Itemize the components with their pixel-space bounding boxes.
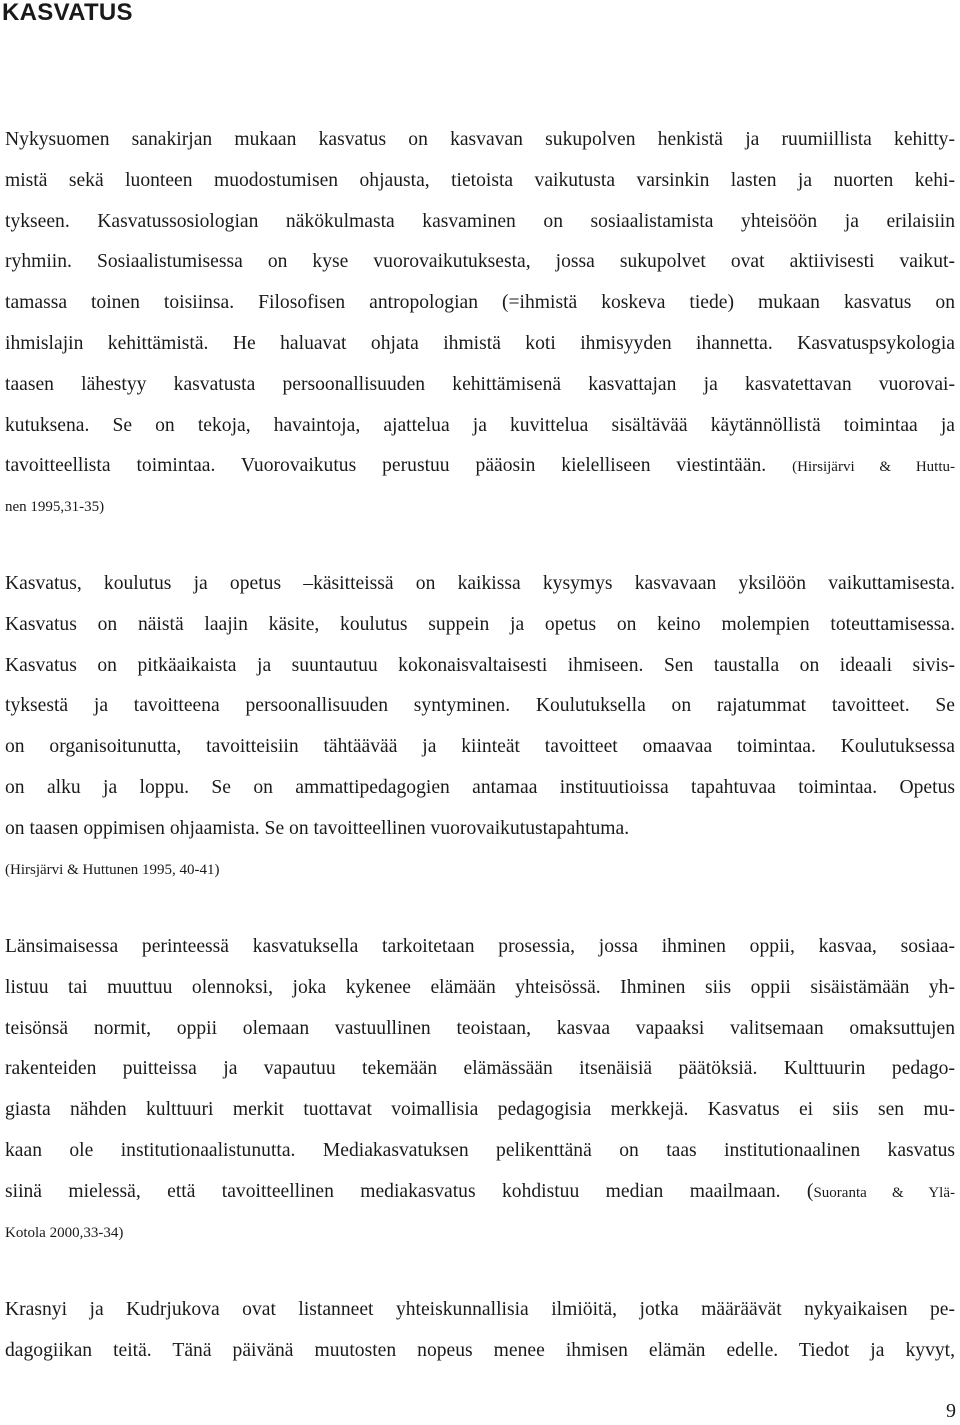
paragraph-3-line-1: Länsimaisessa perinteessä kasvatuksella tarkoitetaan prosessia, jossa ihminen oppii, kasvaa, sosiaa- xyxy=(5,936,955,957)
paragraph-1-line-8: kutuksena. Se on tekoja, havaintoja, ajattelua ja kuvittelua sisältävää käytännöllistä toimintaa ja xyxy=(5,414,955,436)
paragraph-3-line-2: listuu tai muuttuu olennoksi, joka kykenee elämään yhteisössä. Ihminen siis oppii sisäistämään yh- xyxy=(5,976,955,998)
citation-hirsijarvi-huttunen-end: nen 1995,31-35) xyxy=(5,499,105,516)
document-title: KASVATUS xyxy=(2,0,133,26)
paragraph-4-line-1: Krasnyi ja Kudrjukova ovat listanneet yhteiskunnallisia ilmiöitä, jotka määräävät nykyaikaisen pe- xyxy=(5,1299,955,1320)
paragraph-1-line-4: ryhmiin. Sosiaalistumisessa on kyse vuorovaikutuksesta, jossa sukupolvet ovat aktiivisesti vaikut- xyxy=(5,251,955,273)
paragraph-2-line-6: on alku ja loppu. Se on ammattipedagogien antamaa instituutioissa tapahtuvaa toimintaa. Opetus xyxy=(5,776,955,798)
citation-suoranta-yla-kotola-end: Kotola 2000,33-34) xyxy=(5,1224,124,1241)
paragraph-3-line-4: rakenteiden puitteissa ja vapautuu tekemään elämässään itsenäisiä päätöksiä. Kulttuurin pedago- xyxy=(5,1058,955,1080)
paragraph-1-line-9-text: tavoitteellista toimintaa. Vuorovaikutus perustuu pääosin kielelliseen viestintään. xyxy=(5,455,767,477)
paragraph-4 xyxy=(5,1290,955,1372)
paragraph-2-line-5: on organisoitunutta, tavoitteisiin tähtäävää ja kiinteät tavoitteet omaavaa toimintaa. Koulutuksessa xyxy=(5,736,955,758)
citation-hirsjarvi-huttunen: (Hirsjärvi & Huttunen 1995, 40-41) xyxy=(5,861,220,878)
paragraph-1-line-3: tykseen. Kasvatussosiologian näkökulmasta kasvaminen on sosiaalistamista yhteisöön ja erilaisiin xyxy=(5,210,955,232)
paragraph-3 xyxy=(5,927,955,1253)
paragraph-3-line-7-text: siinä mielessä, että tavoitteellinen mediakasvatus kohdistuu median maailmaan. ( xyxy=(5,1180,814,1202)
page-number: 9 xyxy=(946,1400,956,1422)
paragraph-2-line-3: Kasvatus on pitkäaikaista ja suuntautuu kokonaisvaltaisesti ihmiseen. Sen taustalla on ideaali sivis- xyxy=(5,654,955,676)
paragraph-4-line-2: dagogiikan teitä. Tänä päivänä muutosten nopeus menee ihmisen elämän edelle. Tiedot ja kyvyt, xyxy=(5,1339,955,1361)
paragraph-1-line-2: mistä sekä luonteen muodostumisen ohjausta, tietoista vaikutusta varsinkin lasten ja nuorten kehi- xyxy=(5,169,955,191)
paragraph-3-line-6: kaan ole institutionaalistunutta. Mediakasvatuksen pelikenttänä on taas institutionaalinen kasvatus xyxy=(5,1139,955,1161)
paragraph-3-line-3: teisönsä normit, oppii olemaan vastuullinen teoistaan, kasvaa vapaaksi valitsemaan omaksuttujen xyxy=(5,1017,955,1039)
paragraph-1-line-1: Nykysuomen sanakirjan mukaan kasvatus on kasvavan sukupolven henkistä ja ruumiillista kehitty- xyxy=(5,129,955,150)
paragraph-2-line-4: tyksestä ja tavoitteena persoonallisuuden syntyminen. Koulutuksella on rajatummat tavoitteet. Se xyxy=(5,695,955,717)
citation-suoranta-yla-kotola-start: Suoranta & Ylä- xyxy=(813,1184,955,1201)
paragraph-2-line-7: on taasen oppimisen ohjaamista. Se on tavoitteellinen vuorovaikutustapahtuma. xyxy=(5,817,630,839)
paragraph-2-line-2: Kasvatus on näistä laajin käsite, koulutus suppein ja opetus on keino molempien toteuttamisessa. xyxy=(5,613,955,635)
paragraph-1-line-7: taasen lähestyy kasvatusta persoonallisuuden kehittämisenä kasvattajan ja kasvatettavan vuorovai- xyxy=(5,373,955,395)
paragraph-2 xyxy=(5,564,955,890)
paragraph-1-line-9 xyxy=(5,446,955,487)
paragraph-1-line-6: ihmislajin kehittämistä. He haluavat ohjata ihmistä koti ihmisyyden ihannetta. Kasvatuspsykologia xyxy=(5,332,955,354)
paragraph-1 xyxy=(5,120,955,528)
paragraph-1-line-5: tamassa toinen toisiinsa. Filosofisen antropologian (=ihmistä koskeva tiede) mukaan kasvatus on xyxy=(5,292,955,314)
paragraph-2-line-1: Kasvatus, koulutus ja opetus –käsitteissä on kaikissa kysymys kasvavaan yksilöön vaikuttamisesta. xyxy=(5,573,955,594)
paragraph-3-line-7 xyxy=(5,1172,955,1213)
paragraph-3-line-5: giasta nähden kulttuuri merkit tuottavat voimallisia pedagogisia merkkejä. Kasvatus ei siis sen mu- xyxy=(5,1099,955,1121)
citation-hirsijarvi-huttunen-start: (Hirsijärvi & Huttu- xyxy=(792,459,955,476)
